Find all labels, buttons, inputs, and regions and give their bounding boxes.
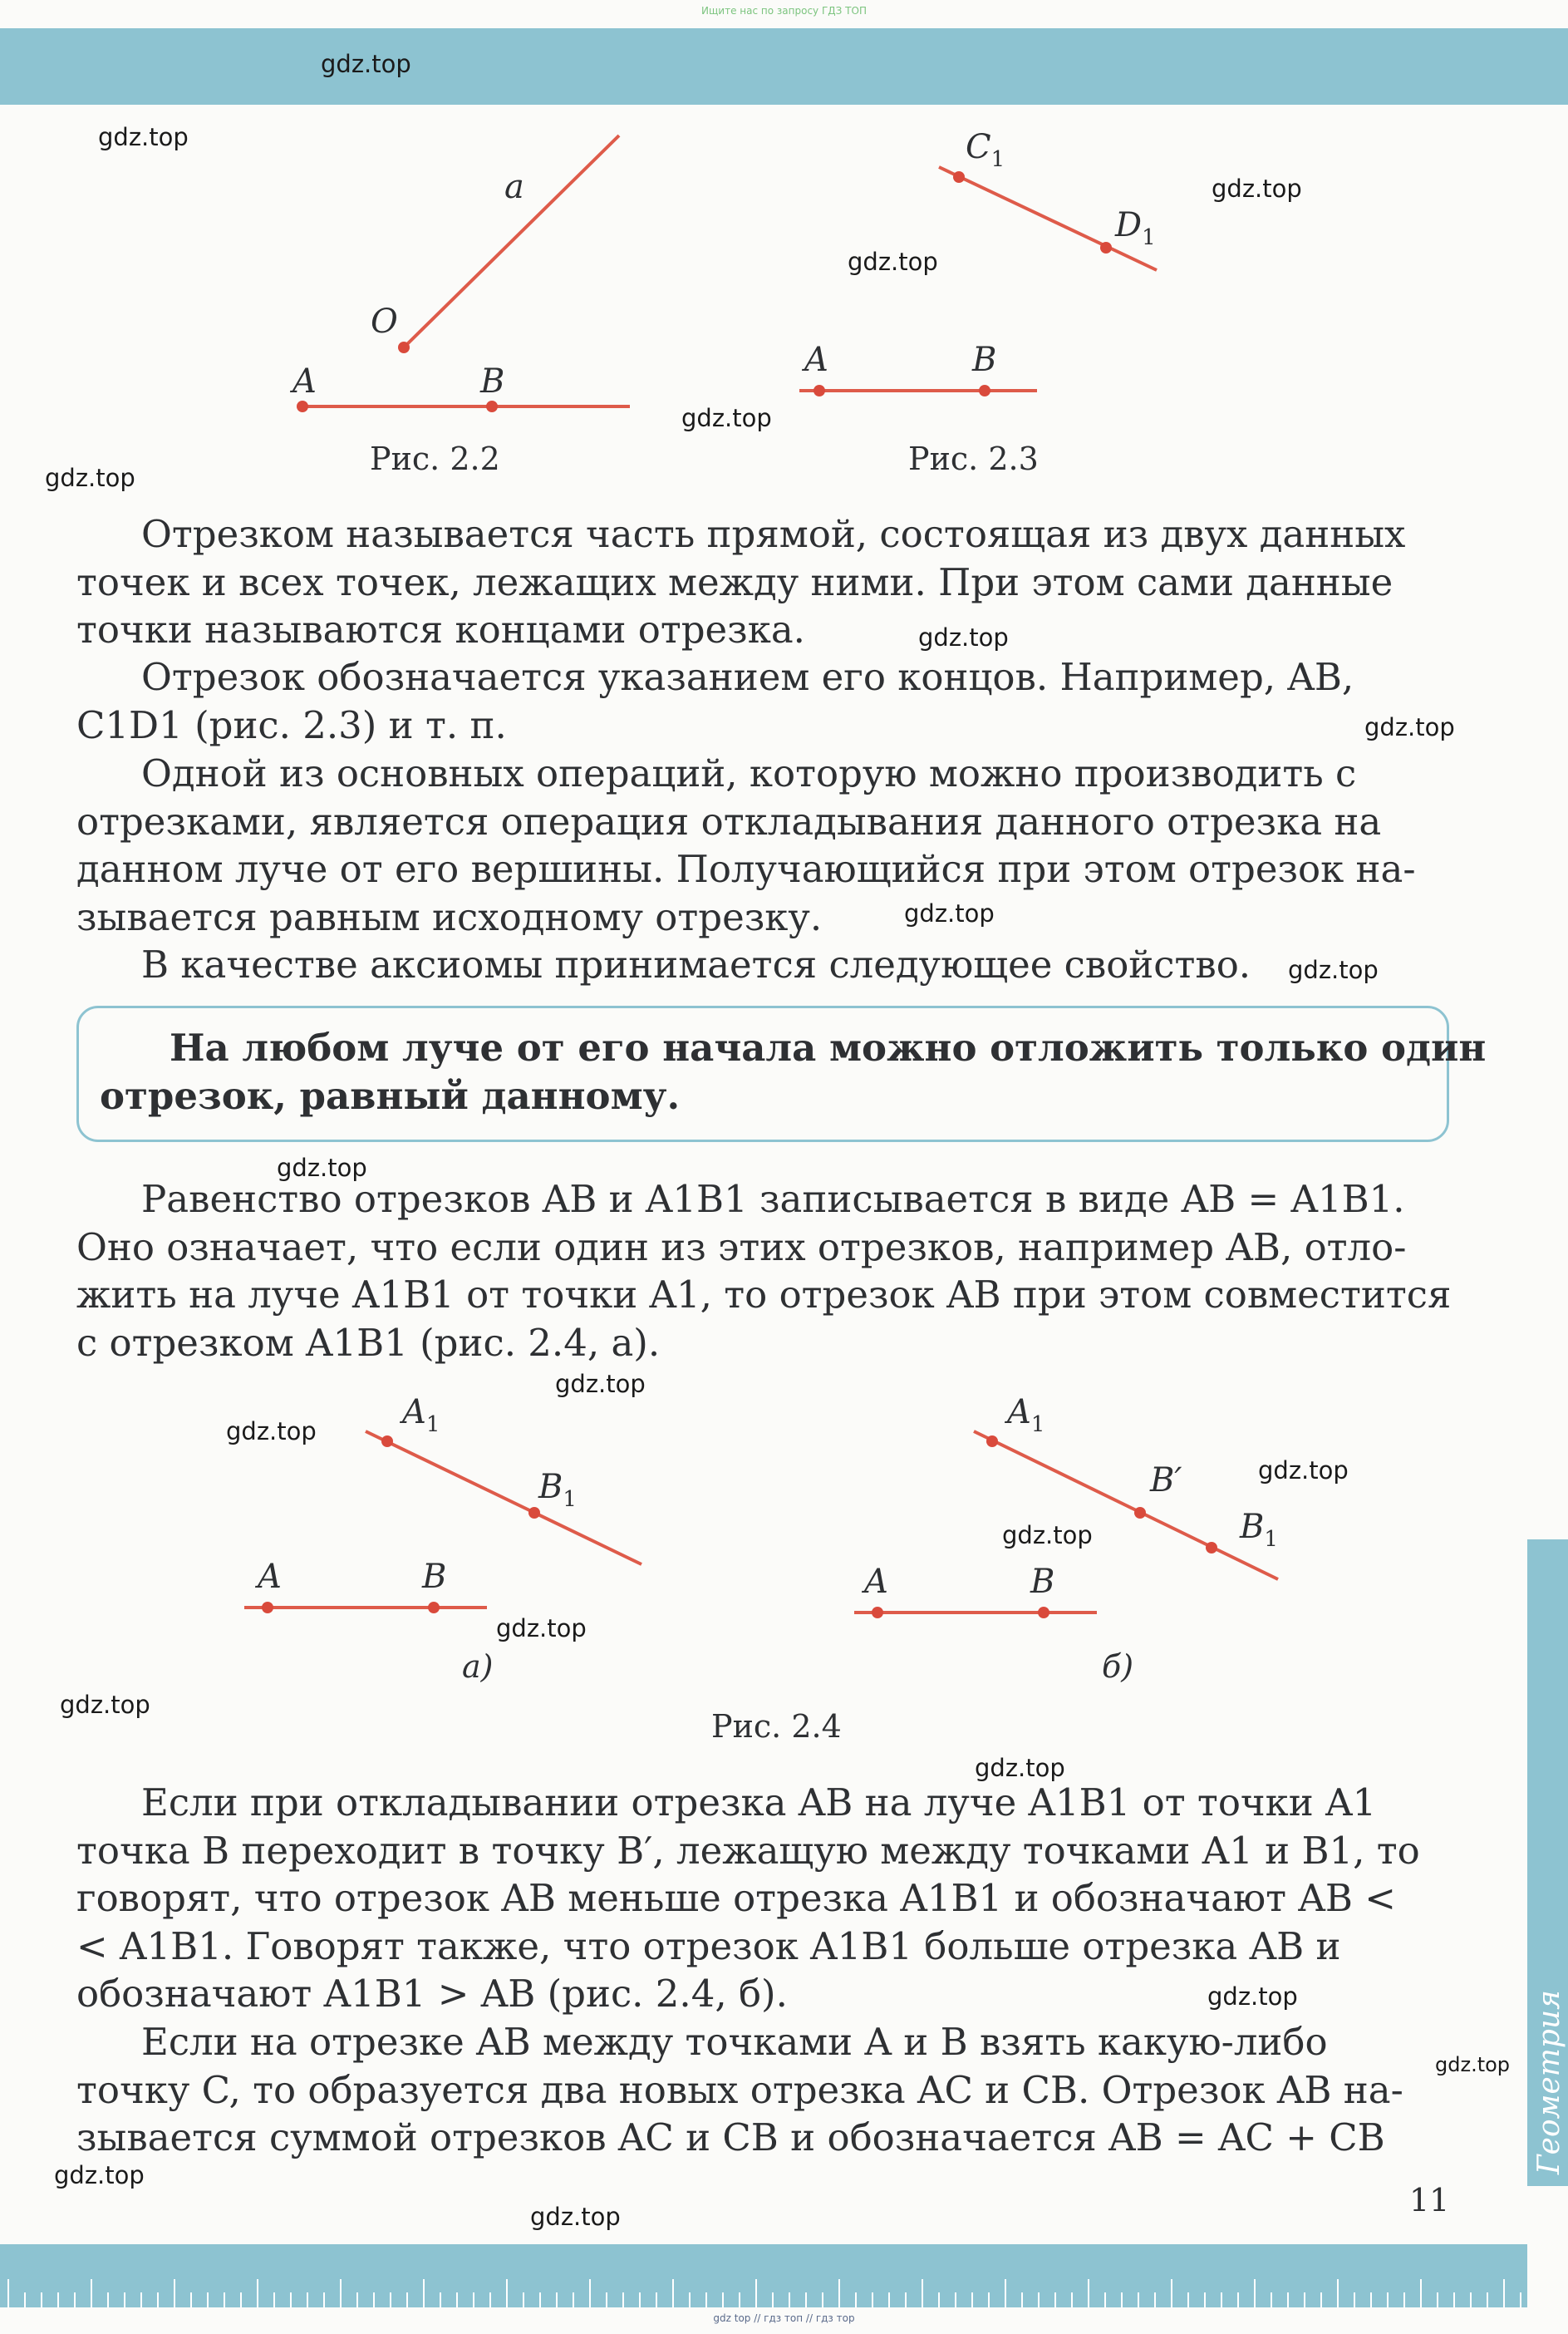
text-line: Если при откладывании отрезка AB на луче A1B1 от точки A1 [141,1780,1377,1824]
watermark: gdz.top [1002,1521,1093,1549]
text-line: точек и всех точек, лежащих между ними. При этом сами данные [76,559,1394,604]
label-C1: $C_1$ [966,128,1005,172]
watermark: gdz.top [60,1691,150,1719]
paragraph-axiom-intro [76,941,1452,989]
text-line: Одной из основных операций, которую можно производить с [141,751,1357,795]
text-line: данном луче от его вершины. Получающийся при этом отрезок на- [76,847,1416,891]
text-line: зывается равным исходному отрезку. [76,894,823,939]
point-B [1038,1607,1049,1618]
label-A: A [292,362,317,401]
point-C1 [953,171,965,183]
watermark: gdz.top [681,404,772,432]
watermark: gdz.top [1207,1982,1298,2011]
text-line: точку C, то образуется два новых отрезка AC и CB. Отрезок AB на- [76,2067,1403,2112]
text-line: отрезками, является операция откладывания данного отрезка на [76,799,1382,844]
figure-2-3 [799,128,1157,477]
label-B1: $B_1$ [1240,1508,1278,1552]
section-tab [1527,1539,1568,2186]
page-number: 11 [1409,2182,1450,2218]
text-line: точки называются концами отрезка. [76,608,805,652]
watermark: gdz.top [848,248,938,276]
ray-A1B1 [974,1431,1278,1579]
point-Bprime [1134,1507,1146,1519]
text-line: с отрезком A1B1 (рис. 2.4, а). [76,1320,661,1365]
watermark: gdz.top [1212,175,1302,203]
axiom-line: На любом луче от его начала можно отложить только один [170,1026,1487,1070]
figure-2-2 [289,135,630,477]
point-B [428,1602,440,1613]
watermark: gdz.top [45,464,135,492]
text-line: обозначают A1B1 > AB (рис. 2.4, б). [76,1972,788,2016]
watermark: gdz.top [277,1154,367,1182]
text-line: Равенство отрезков AB и A1B1 записывается в виде AB = A1B1. [141,1177,1405,1221]
section-tab-label: Геометрия [1532,1989,1566,2174]
sublabel-a: а) [462,1648,494,1685]
point-A [297,401,308,412]
text-line: говорят, что отрезок AB меньше отрезка A1B1 и обозначают AB < [76,1876,1396,1920]
ruler-band [0,2244,1527,2307]
watermark: gdz.top [54,2161,145,2189]
label-O: O [371,303,398,341]
label-A: A [804,341,828,379]
label-B: B [972,341,997,379]
paragraph-equality [76,1175,1452,1366]
sublabel-b: б) [1102,1648,1134,1685]
watermark: gdz.top [98,123,189,151]
watermark: gdz.top [530,2203,621,2231]
watermark: gdz.top [1258,1456,1349,1485]
watermark: gdz.top [1288,956,1379,984]
label-B1: $B_1$ [538,1468,577,1512]
label-B: B [422,1558,447,1596]
label-A1: $A_1$ [402,1393,440,1437]
paragraph-operation [76,750,1452,941]
label-B: B [480,362,505,401]
watermark: gdz.top [918,623,1009,652]
paragraph-comparison [76,1779,1452,2018]
header-note: Ищите нас по запросу ГДЗ ТОП [701,5,867,17]
point-A [813,385,825,396]
axiom-text [100,1024,1487,1120]
label-A1: $A_1$ [1007,1393,1045,1437]
watermark: gdz.top [975,1754,1065,1782]
watermark: gdz.top [1435,2053,1511,2076]
point-O [398,342,410,353]
caption-2-2: Рис. 2.2 [370,441,500,477]
ray-A1B1 [366,1431,641,1564]
point-B1 [528,1507,540,1519]
figure-2-4a [244,1393,641,1685]
text-line: жить на луче A1B1 от точки A1, то отрезок AB при этом совместится [76,1273,1452,1317]
point-A [262,1602,273,1613]
point-D1 [1100,242,1112,254]
footer-note: gdz top // гдз топ // гдз тор [713,2312,855,2324]
text-line: Оно означает, что если один из этих отрезков, например AB, отло- [76,1224,1407,1269]
text-line: < A1B1. Говорят также, что отрезок A1B1 больше отрезка AB и [76,1923,1341,1968]
text-line: В качестве аксиомы принимается следующее свойство. [141,943,1251,987]
watermark: gdz.top [904,899,995,928]
text-line: Отрезок обозначается указанием его концов. Например, AB, [141,655,1354,699]
label-D1: $D_1$ [1115,206,1156,250]
text-line: зывается суммой отрезков AC и CB и обозначается AB = AC + CB [76,2115,1385,2159]
watermark: gdz.top [1364,713,1455,741]
text-line: C1D1 (рис. 2.3) и т. п. [76,702,507,747]
point-A1 [986,1435,998,1447]
paragraph-sum [76,2018,1452,2162]
text-line: Отрезком называется часть прямой, состоящая из двух данных [141,512,1406,556]
text-line: Если на отрезке AB между точками A и B взять какую-либо [141,2020,1328,2064]
watermark: gdz.top [226,1417,317,1445]
axiom-line: отрезок, равный данному. [100,1074,681,1118]
label-Bprime: B′ [1150,1461,1182,1499]
label-a: a [504,168,524,206]
paragraph-definition [76,510,1452,654]
text-line: точка B переходит в точку B′, лежащую между точками A1 и B1, то [76,1828,1420,1873]
label-A: A [864,1563,888,1601]
point-A1 [381,1435,393,1447]
caption-2-3: Рис. 2.3 [908,441,1039,477]
point-A [872,1607,883,1618]
label-B: B [1030,1563,1055,1601]
watermark: gdz.top [555,1370,646,1398]
caption-2-4: Рис. 2.4 [711,1708,842,1745]
figure-2-4b [854,1393,1278,1685]
point-B1 [1206,1542,1217,1554]
label-A: A [258,1558,282,1596]
point-B [486,401,498,412]
point-B [979,385,990,396]
watermark: gdz.top [321,50,411,78]
paragraph-notation [76,653,1452,749]
watermark: gdz.top [496,1614,587,1642]
ruler-ticks [0,2244,1527,2307]
